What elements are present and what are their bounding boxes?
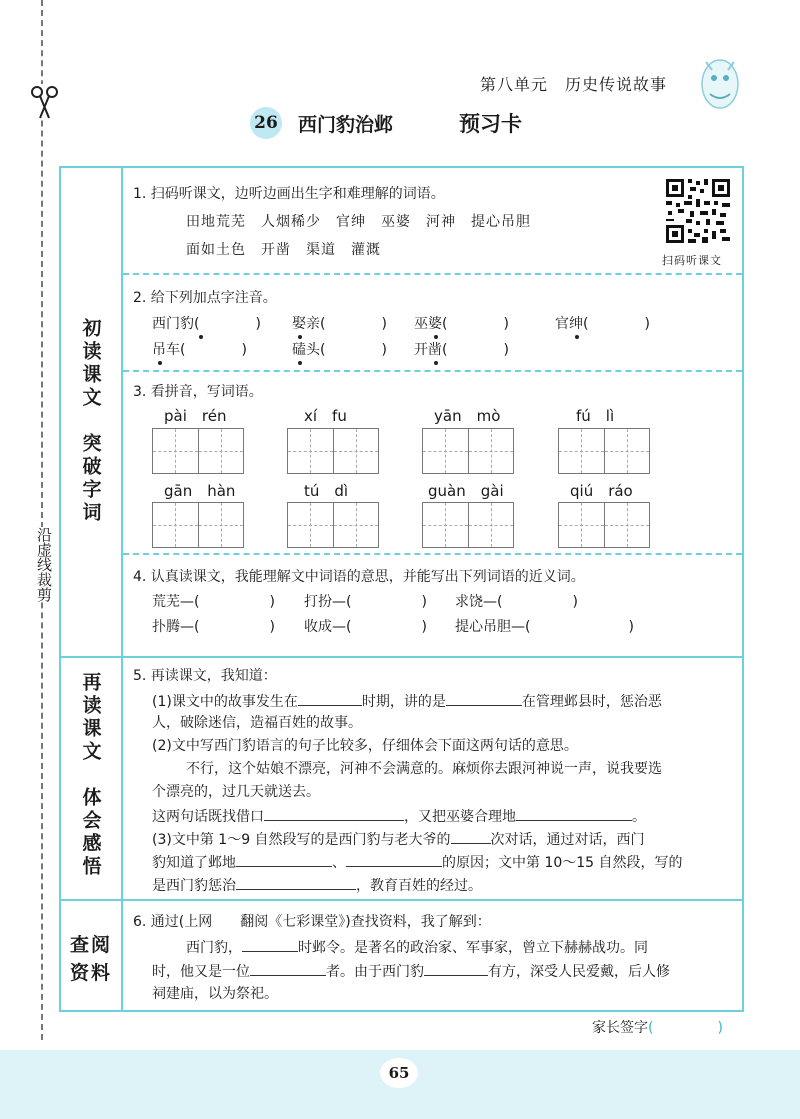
pinyin: xí fu [304,407,347,425]
q5-text: (3)文中第 1～9 自然段写的是西门豹与老大爷的 [152,832,451,848]
writing-grid[interactable] [287,428,379,474]
q4-item: 提心吊胆—( ) [455,619,634,635]
section-side-3 [61,899,123,1010]
q5-line4 [152,805,646,827]
q5-line6 [152,851,683,873]
qr-code-label: 扫码听课文 [662,254,722,267]
q2-item: 官绅( ) [555,316,650,332]
pinyin: gān hàn [164,482,236,500]
lesson-number: 26 [250,107,282,139]
q4-item: 荒芜—( ) [152,594,275,610]
q5-text: ，又把巫婆合理地 [404,809,516,825]
writing-grid[interactable] [422,502,514,548]
q5-quote-line2: 个漂亮的，过几天就送去。 [152,784,320,800]
scissors-icon [28,84,62,120]
answer-blank[interactable] [236,851,332,867]
emphasis-dot [199,335,203,339]
answer-blank[interactable] [250,960,326,976]
q6-text: 时邺令。是著名的政治家、军事家，曾立下赫赫战功。同 [298,940,648,956]
q6-line2 [152,960,670,982]
section-label-3: 查阅资料 [69,934,112,984]
divider [123,553,742,555]
q6-prompt: 6. 通过(上网 翻阅《七彩课堂》)查找资料，我了解到： [133,914,491,930]
emphasis-dot [158,361,162,365]
writing-grid[interactable] [558,502,650,548]
q2-item: 西门豹( ) [152,316,261,332]
answer-blank[interactable] [346,851,442,867]
section-divider [61,656,742,658]
answer-blank[interactable] [451,828,491,844]
emphasis-dot [298,361,302,365]
emphasis-dot [434,335,438,339]
lesson-title: 西门豹治邺 [298,113,394,136]
signature-open: ( [648,1020,654,1036]
q5-line7 [152,874,482,896]
q5-text: 次对话，通过对话，西门 [490,832,645,848]
q5-quote-line1: 不行，这个姑娘不漂亮，河神不会满意的。麻烦你去跟河神说一声，说我要选 [186,761,662,777]
answer-blank[interactable] [516,805,632,821]
writing-grid[interactable] [287,502,379,548]
q5-line2: 人，破除迷信，造福百姓的故事。 [152,715,362,731]
unit-title: 第八单元 历史传说故事 [480,75,668,94]
pinyin: pài rén [164,407,227,425]
q2-item: 开凿( ) [414,342,509,358]
writing-grid[interactable] [422,428,514,474]
emphasis-dot [434,361,438,365]
q2-item: 巫婆( ) [414,316,509,332]
q4-item: 求饶—( ) [455,594,578,610]
q5-text: 豹知道了邺地 [152,855,236,871]
q5-line3: (2)文中写西门豹语言的句子比较多，仔细体会下面这两句话的意思。 [152,738,578,754]
q5-text: 。 [632,809,646,825]
q5-text: 这两句话既找借口 [152,809,264,825]
q5-text: 是西门豹惩治 [152,878,236,894]
answer-blank[interactable] [236,874,356,890]
q2-item: 吊车( ) [152,342,247,358]
answer-blank[interactable] [424,960,488,976]
card-label: 预习卡 [459,112,523,136]
lesson-title-row [250,105,522,141]
q3-prompt: 3. 看拼音，写词语。 [133,384,263,400]
q6-text: 有方，深受人民爱戴，后人修 [488,964,670,980]
section-label-2: 再读课文 体会感悟 [79,672,102,879]
answer-blank[interactable] [446,690,522,706]
qr-code-icon[interactable] [664,177,732,245]
q5-line1 [152,690,662,712]
page-number: 65 [380,1058,418,1088]
q4-item: 打扮—( ) [304,594,427,610]
divider [123,370,742,372]
answer-blank[interactable] [242,936,298,952]
q5-text: (1)课文中的故事发生在 [152,694,298,710]
q1-words-line1: 田地荒芜 人烟稀少 官绅 巫婆 河神 提心吊胆 [186,214,531,230]
emphasis-dot [575,335,579,339]
q4-prompt: 4. 认真读课文，我能理解文中词语的意思，并能写出下列词语的近义词。 [133,569,585,585]
q5-text: ，教育百姓的经过。 [356,878,482,894]
q2-prompt: 2. 给下列加点字注音。 [133,290,277,306]
emphasis-dot [298,335,302,339]
pinyin: guàn gài [428,482,504,500]
q5-text: 在管理邺县时，惩治恶 [521,694,662,710]
writing-grid[interactable] [152,502,244,548]
writing-grid[interactable] [152,428,244,474]
answer-blank[interactable] [264,805,404,821]
unit-decoration-icon [692,48,748,114]
q4-item: 扑腾—( ) [152,619,275,635]
pinyin: fú lì [576,407,615,425]
q5-line5 [152,828,645,850]
writing-grid[interactable] [558,428,650,474]
answer-blank[interactable] [298,690,362,706]
q1-prompt: 1. 扫码听课文，边听边画出生字和难理解的词语。 [133,186,445,202]
section-side-2 [61,656,123,899]
q5-text: 时期，讲的是 [361,694,446,710]
q6-text: 西门豹， [186,940,242,956]
pinyin: tú dì [304,482,349,500]
signature-close: ) [717,1020,723,1036]
q2-item: 磕头( ) [292,342,387,358]
q6-text: 者。由于西门豹 [326,964,424,980]
section-label-1: 初读课文 突破字词 [79,318,102,525]
q5-text: 的原因；文中第 10～15 自然段，写的 [442,855,683,871]
q5-text: 、 [332,855,346,871]
pinyin: qiú ráo [570,482,633,500]
q5-prompt: 5. 再读课文，我知道： [133,668,277,684]
pinyin: yān mò [434,407,501,425]
section-divider [61,899,742,901]
parent-signature[interactable] [592,1017,723,1037]
q1-words-line2: 面如土色 开凿 渠道 灌溉 [186,242,381,258]
q2-item: 娶亲( ) [292,316,387,332]
q4-item: 收成—( ) [304,619,427,635]
signature-label: 家长签字 [592,1020,648,1036]
cut-line [41,0,43,1040]
divider [123,273,742,275]
q6-text: 时，他又是一位 [152,964,250,980]
section-side-1 [61,168,123,656]
q6-line3: 祠建庙，以为祭祀。 [152,986,278,1002]
q6-line1 [186,936,648,958]
cut-along-line-label: 沿虚线裁剪 [32,527,54,602]
